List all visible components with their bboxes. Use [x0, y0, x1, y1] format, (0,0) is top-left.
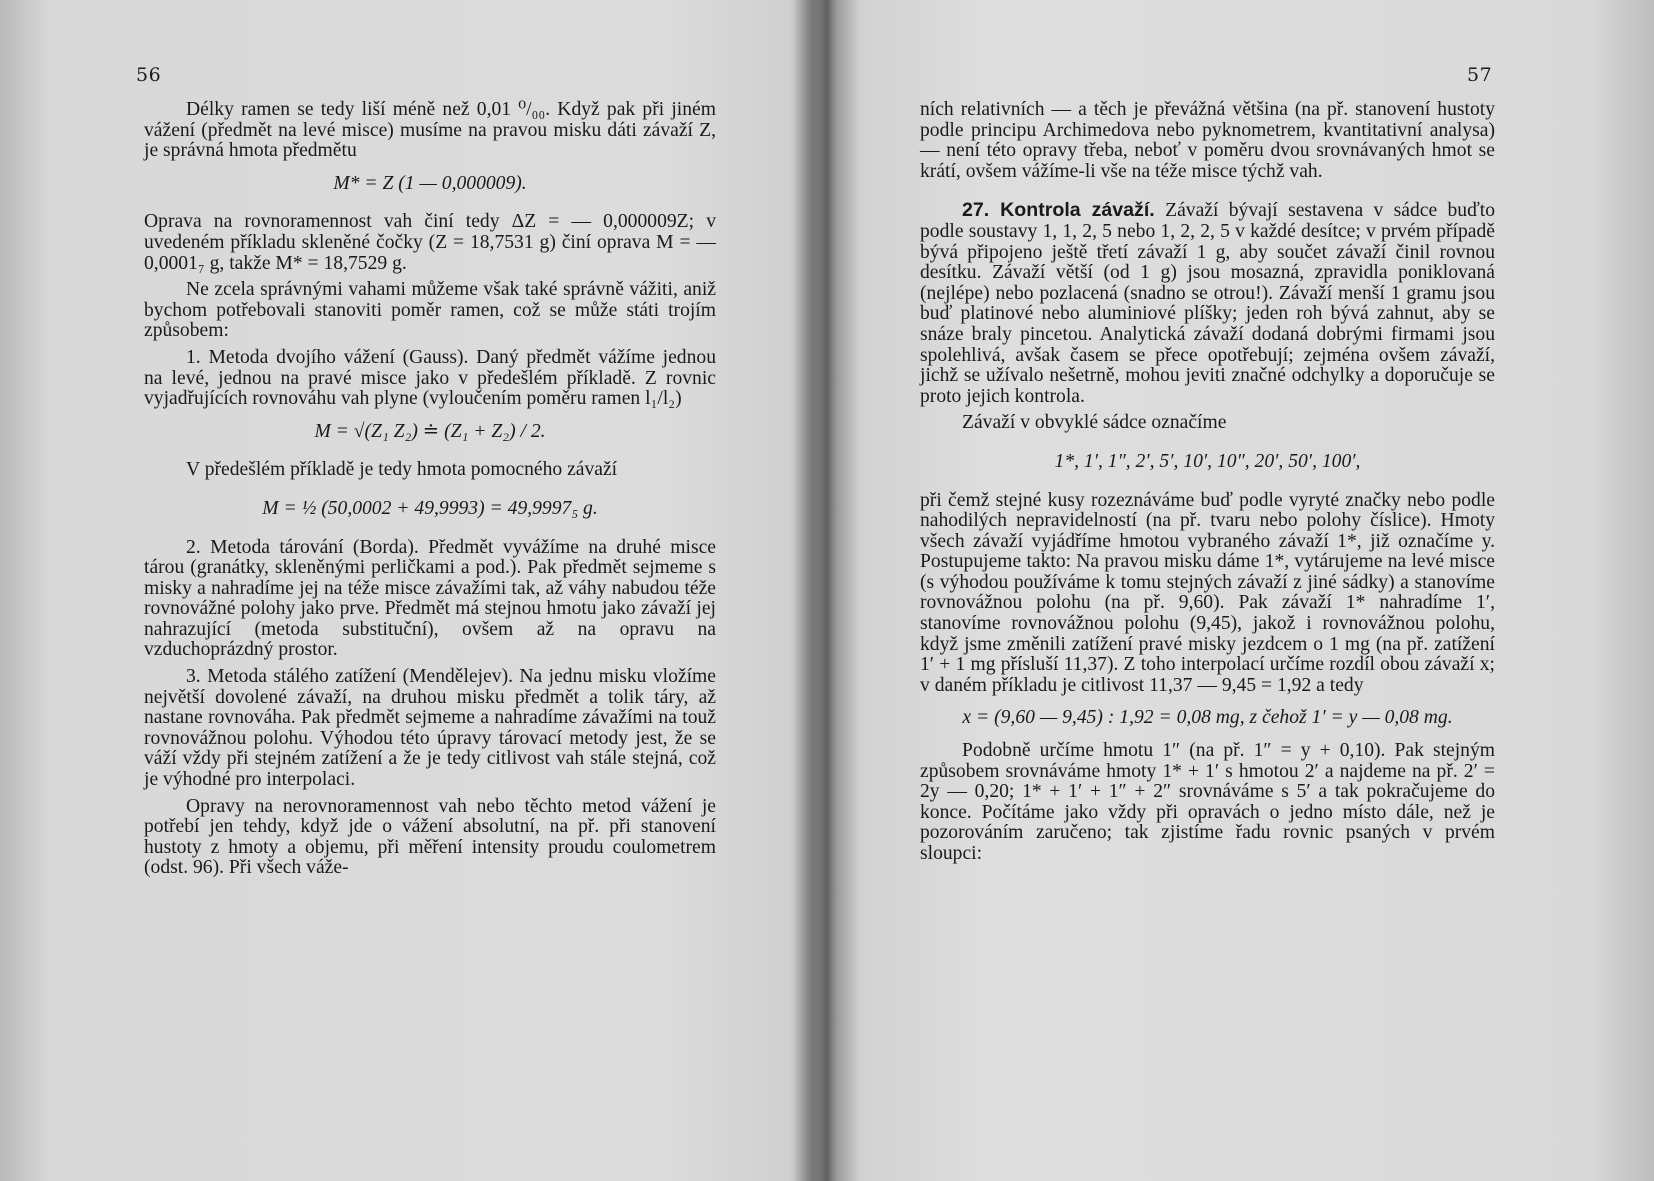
gutter-shadow	[812, 0, 834, 1181]
section-heading: 27. Kontrola závaží.	[962, 199, 1155, 222]
page-number: 56	[136, 64, 162, 86]
paragraph: V předešlém příkladě je tedy hmota pomocného závaží	[186, 459, 618, 481]
formula: M = √(Z₁ Z₂) ≐ (Z₁ + Z₂) / 2.	[314, 420, 546, 442]
right-page	[812, 0, 1654, 1181]
page-number: 57	[1467, 64, 1493, 86]
formula: M = ½ (50,0002 + 49,9993) = 49,9997₅ g.	[262, 497, 598, 519]
section-paragraph	[920, 200, 1495, 407]
paragraph: Délky ramen se tedy liší méně než 0,01 ⁰/₀₀. Když pak při jiném vážení (předmět na levé misce) musíme na pravou misku dáti závaží Z, je správná hmota předmětu	[144, 99, 716, 162]
paragraph: 2. Metoda tárování (Borda). Předmět vyvážíme na druhé misce tárou (granátky, skleněnými perličkami a pod.). Pak předmět sejmeme s misky a nahradíme jej na téže misce závažími tak, až váhy nabudou téže rovnovážné polohy jako prve. Předmět má stejnou hmotu jako závaží jej nahrazující (metoda substituční), ovšem až na opravu na vzduchoprázdný prostor.	[144, 536, 716, 661]
paragraph: 3. Metoda stálého zatížení (Mendělejev). Na jednu misku vložíme největší dovolené závaží, na druhou misku předmět a tolik táry, až nastane rovnováha. Pak předmět sejmeme a nahradíme závažími na touž rovnovážnou polohu. Výhodou této úpravy tárovací metody jest, že se váží vždy při stejném zatížení a že je tedy citlivost vah stále stejná, což je výhodné pro interpolaci.	[144, 666, 716, 791]
gutter-shadow	[790, 0, 812, 1181]
paragraph: ních relativních — a těch je převážná většina (na př. stanovení hustoty podle principu Archimedova nebo pyknometrem, kvantitativní analysa) — není této opravy třeba, neboť v poměru dvou srovnávaných hmot se krátí, ovšem vážíme-li vše na téže misce týchž vah.	[920, 99, 1495, 182]
paragraph: Opravy na nerovnoramennost vah nebo těchto metod vážení je potřebí jen tehdy, když jde o vážení absolutní, na př. při stanovení hustoty z hmoty a objemu, při měření intensity proudu coulometrem (odst. 96). Při všech váže-	[144, 795, 716, 879]
right-page-text	[920, 100, 1495, 865]
left-page-text	[144, 100, 716, 879]
paragraph: Podobně určíme hmotu 1″ (na př. 1″ = y + 0,10). Pak stejným způsobem srovnáváme hmoty 1* + 1′ s hmotou 2′ a najdeme na př. 2′ = 2y — 0,20; 1* + 1′ + 1″ + 2″ srovnáváme s 5′ a tak pokračujeme do konce. Počítáme jako vždy při opravách o jedno místo dále, než je pozorováním zaručeno; tak zjistíme řadu rovnic psaných v prvém sloupci:	[920, 740, 1495, 864]
paragraph: při čemž stejné kusy rozeznáváme buď podle vyryté značky nebo podle nahodilých nepravidelností (na př. tvaru nebo polohy číslice). Hmoty všech závaží vyjádříme hmotou vybraného závaží 1*, již označíme y. Postupujeme takto: Na pravou misku dáme 1*, vytárujeme na levé misce (s výhodou používáme k tomu stejných závaží z jiné sádky) a stanovíme rovnovážnou polohu (na př. 9,60). Pak závaží 1* nahradíme 1′, stanovíme rovnovážnou polohu (9,45), jakož i rovnovážnou polohu, když jsme změnili zatížení pravé misky jezdcem o 1 mg (na př. zatížení 1′ + 1 mg přísluší 11,37). Z toho interpolací určíme rozdíl obou závaží x; v daném příkladu je citlivost 11,37 — 9,45 = 1,92 a tedy	[920, 489, 1495, 696]
paragraph: 1. Metoda dvojího vážení (Gauss). Daný předmět vážíme jednou na levé, jednou na pravé misce jako v předešlém příkladě. Z rovnic vyjadřujících rovnováhu vah plyne (vyloučením poměru ramen l₁/l₂)	[144, 346, 716, 410]
formula: 1*, 1′, 1″, 2′, 5′, 10′, 10″, 20′, 50′, 100′,	[1054, 450, 1361, 472]
section-text: Závaží bývají sestavena v sádce buďto podle soustavy 1, 1, 2, 5 nebo 1, 2, 2, 5 v každé desítce; v prvém případě bývá připojeno ještě třetí závaží 1 g, aby součet závaží činil rovnou desítku. Závaží větší (od 1 g) jsou mosazná, zpravidla poniklovaná (nejlépe) nebo pozlacená (snadno se otrou!). Závaží menší 1 gramu jsou buď platinové nebo aluminiové plíšky; jeden roh bývá zahnut, aby se snáze braly pincetou. Analytická závaží dodaná dobrými firmami jsou spolehlivá, avšak časem se přece opotřebují; zejména ovšem závaží, jichž se užívalo nešetrně, mohou jeviti značné odchylky a doporučuje se proto jejich kontrola.	[920, 200, 1495, 407]
paragraph: Oprava na rovnoramennost vah činí tedy ΔZ = — 0,000009Z; v uvedeném příkladu skleněné čočky (Z = 18,7531 g) činí oprava M = — 0,0001₇ g, takže M* = 18,7529 g.	[144, 211, 716, 274]
paragraph: Ne zcela správnými vahami můžeme však také správně vážiti, aniž bychom potřebovali stanoviti poměr ramen, což se může státi trojím způsobem:	[144, 279, 716, 342]
formula: M* = Z (1 — 0,000009).	[333, 172, 527, 194]
left-page	[0, 0, 812, 1181]
paragraph: Závaží v obvyklé sádce označíme	[962, 412, 1227, 434]
formula: x = (9,60 — 9,45) : 1,92 = 0,08 mg, z čehož 1′ = y — 0,08 mg.	[962, 707, 1453, 729]
